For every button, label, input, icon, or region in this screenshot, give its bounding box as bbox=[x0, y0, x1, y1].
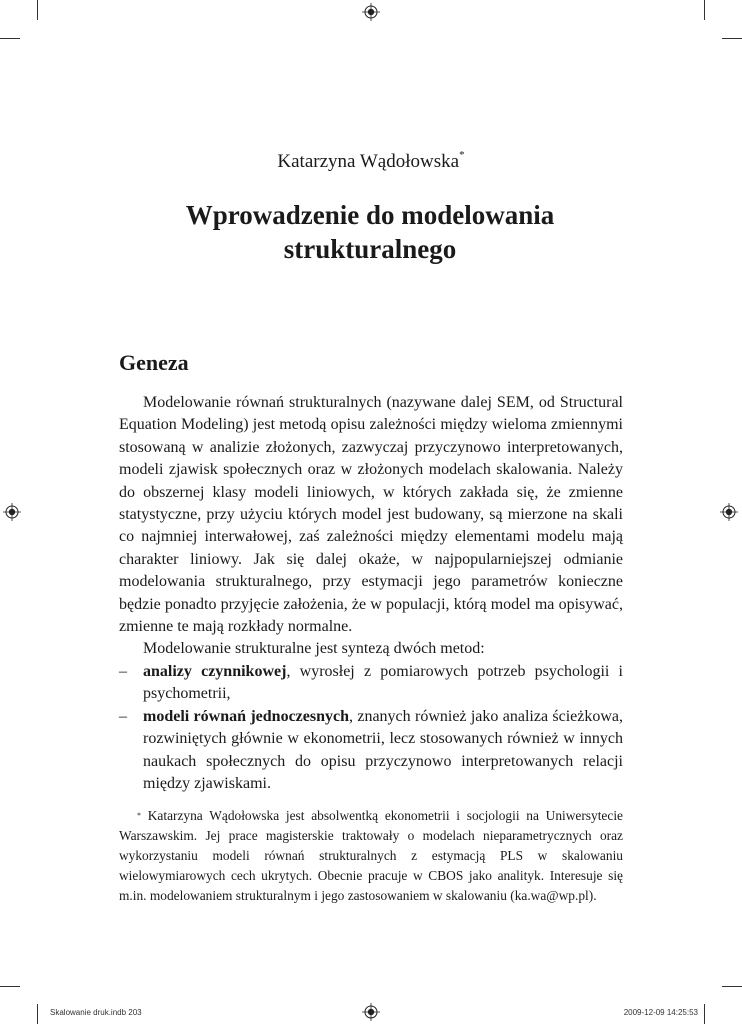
registration-mark-icon bbox=[362, 1003, 380, 1021]
author-footnote-mark: * bbox=[459, 149, 465, 161]
footnote-mark: * bbox=[137, 811, 141, 820]
crop-mark-bottom-right bbox=[704, 1004, 705, 1024]
list-item bbox=[119, 706, 623, 796]
crop-mark-left-top bbox=[0, 38, 20, 39]
list-item-term: analizy czynnikowej bbox=[143, 662, 287, 680]
footnote-paragraph bbox=[119, 806, 623, 906]
body-paragraph: Modelowanie równań strukturalnych (nazywane dalej SEM, od Structural Equation Modeling) jest metodą opisu zależności między wieloma zmiennymi stosowaną w analizie złożonych, zazwyczaj przyczynowo interpretowanych, modeli zjawisk społecznych oraz w złożonych modelach skalowania. Należy do obszernej klasy modeli liniowych, w których zakłada się, że zmienne statystyczne, przy użyciu których model jest budowany, są mierzone na skali co najmniej interwałowej, zaś zależności między elementami modelu mają charakter liniowy. Jak się dalej okaże, w najpopularniejszej odmianie modelowania strukturalnego, przy estymacji jego parametrów konieczne będzie ponadto przyjęcie założenia, że w populacji, którą model ma opisywać, zmienne te mają rozkłady normalne. bbox=[119, 394, 623, 636]
crop-mark-left-bottom bbox=[0, 986, 20, 987]
crop-mark-bottom-left bbox=[37, 1004, 38, 1024]
author-text: Katarzyna Wądołowska bbox=[277, 151, 460, 172]
list-dash: – bbox=[119, 662, 127, 680]
list-item-text: , wyrosłej z pomiarowych potrzeb psychologii i psychometrii, bbox=[143, 662, 624, 703]
list-item-text: , znanych również jako analiza ścieżkowa, rozwiniętych głównie w ekonometrii, lecz stosowanych również w innych naukach społecznych do opisu przyczynowo interpretowanych relacji między zjawiskami. bbox=[143, 707, 624, 792]
print-slug-file: Skalowanie druk.indb 203 bbox=[50, 1008, 142, 1017]
crop-mark-right-bottom bbox=[722, 986, 742, 987]
author-name bbox=[0, 151, 742, 173]
footnote bbox=[119, 806, 623, 906]
registration-mark-icon bbox=[720, 503, 738, 521]
article-title: Wprowadzenie do modelowania strukturalnego bbox=[185, 200, 555, 264]
crop-mark-top-left bbox=[37, 0, 38, 20]
method-list bbox=[119, 661, 623, 795]
body-paragraph: Modelowanie strukturalne jest syntezą dwóch metod: bbox=[143, 640, 485, 658]
section-heading: Geneza bbox=[119, 350, 189, 375]
crop-mark-top-right bbox=[704, 0, 705, 20]
article-body bbox=[119, 392, 623, 795]
print-slug-datetime: 2009-12-09 14:25:53 bbox=[623, 1008, 698, 1017]
list-dash: – bbox=[119, 707, 127, 725]
footnote-text: Katarzyna Wądołowska jest absolwentką ekonometrii i socjologii na Uniwersytecie Warszawskim. Jej prace magisterskie traktowały o modelach nieparametrycznych oraz wykorzystaniu modeli równań strukturalnych z estymacją PLS w skalowaniu wielowymiarowych cech ukrytych. Obecnie pracuje w CBOS jako analityk. Interesuje się m.in. modelowaniem strukturalnym i jego zastosowaniem w skalowaniu (ka.wa@wp.pl). bbox=[119, 808, 623, 903]
list-item bbox=[119, 661, 623, 706]
registration-mark-icon bbox=[3, 503, 21, 521]
registration-mark-icon bbox=[362, 3, 380, 21]
list-item-term: modeli równań jednoczesnych bbox=[143, 707, 350, 725]
crop-mark-right-top bbox=[722, 38, 742, 39]
